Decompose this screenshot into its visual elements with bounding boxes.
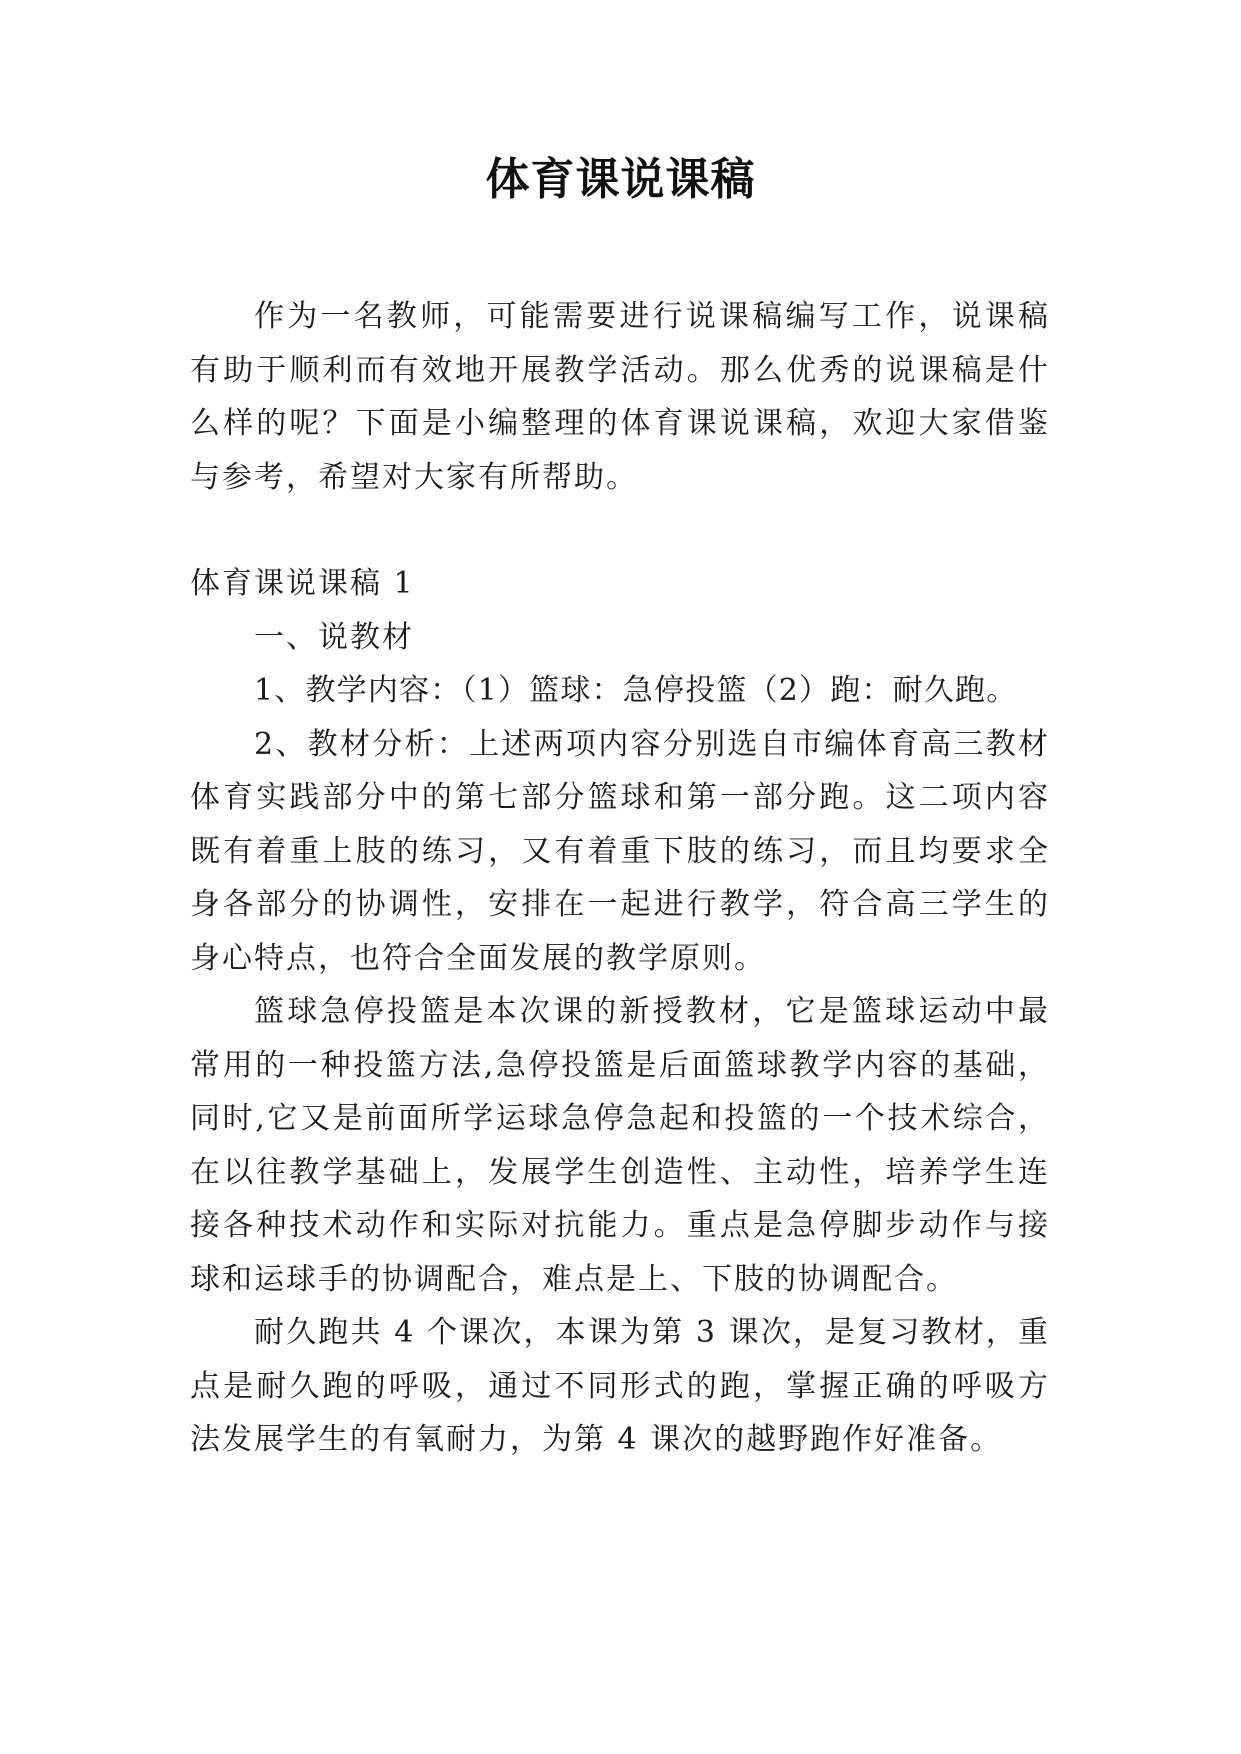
section-heading: 体育课说课稿 1	[190, 566, 415, 601]
paragraph-gap	[190, 504, 1050, 557]
paragraph-endurance-run: 耐久跑共 4 个课次，本课为第 3 课次，是复习教材，重点是耐久跑的呼吸，通过不同形式的跑，掌握正确的呼吸方法发展学生的有氧耐力，为第 4 课次的越野跑作好准备。	[190, 1315, 1050, 1457]
document-title: 体育课说课稿	[485, 154, 756, 205]
paragraph-teaching-content: 1、教学内容：（1）篮球：急停投篮（2）跑：耐久跑。	[254, 673, 1018, 708]
document-body	[190, 290, 1050, 1467]
paragraph-basketball: 篮球急停投篮是本次课的新授教材，它是篮球运动中最常用的一种投篮方法,急停投篮是后面篮球教学内容的基础，同时,它又是前面所学运球急停急起和投篮的一个技术综合，在以往教学基础上，发展学生创造性、主动性，培养学生连接各种技术动作和实际对抗能力。重点是急停脚步动作与接球和运球手的协调配合，难点是上、下肢的协调配合。	[190, 994, 1050, 1297]
paragraph-material-analysis: 2、教材分析：上述两项内容分别选自市编体育高三教材体育实践部分中的第七部分篮球和第一部分跑。这二项内容既有着重上肢的练习，又有着重下肢的练习，而且均要求全身各部分的协调性，安排在一起进行教学，符合高三学生的身心特点，也符合全面发展的教学原则。	[190, 726, 1050, 976]
subheading: 一、说教材	[254, 619, 414, 655]
intro-paragraph: 作为一名教师，可能需要进行说课稿编写工作，说课稿有助于顺利而有效地开展教学活动。那么优秀的说课稿是什么样的呢？下面是小编整理的体育课说课稿，欢迎大家借鉴与参考，希望对大家有所帮助。	[190, 299, 1050, 495]
